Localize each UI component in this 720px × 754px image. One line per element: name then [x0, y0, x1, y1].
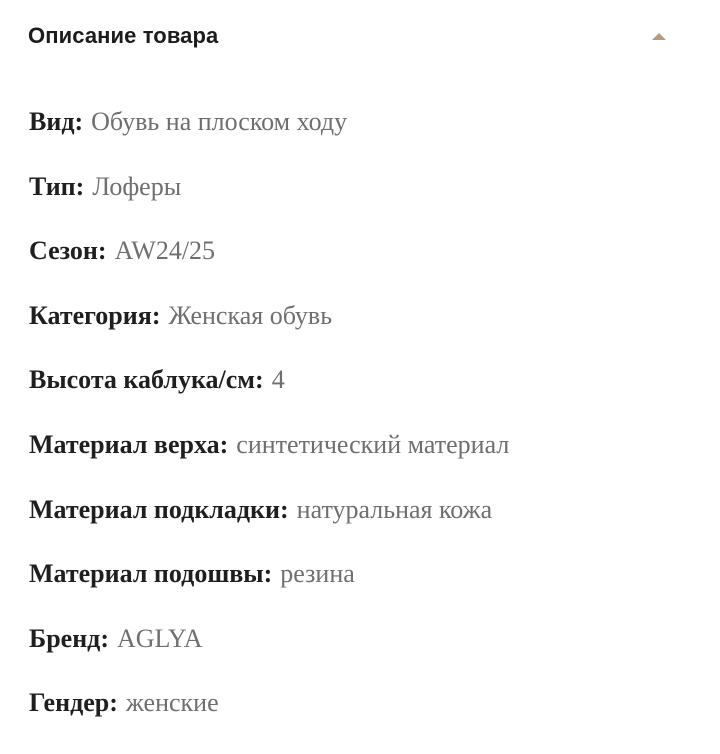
- caret-up-icon[interactable]: [652, 33, 666, 40]
- spec-label: Гендер:: [29, 688, 118, 718]
- spec-row-type: [29, 100, 699, 165]
- spec-label: Сезон:: [29, 236, 107, 266]
- spec-row-upper-material: [29, 423, 699, 488]
- spec-list: [29, 100, 699, 746]
- spec-value: Обувь на плоском ходу: [91, 107, 348, 136]
- spec-row-brand: [29, 617, 699, 682]
- spec-value: AGLYA: [116, 623, 203, 653]
- spec-value: Лоферы: [92, 171, 182, 201]
- spec-row-sole-material: [29, 552, 699, 617]
- spec-row-heel-height: [29, 358, 699, 423]
- spec-row-category: [29, 294, 699, 359]
- spec-label: Материал подкладки:: [29, 494, 289, 524]
- spec-label: Материал подошвы:: [29, 559, 273, 589]
- spec-value: 4: [271, 365, 285, 395]
- spec-label: Категория:: [29, 300, 161, 330]
- spec-row-season: [29, 229, 699, 294]
- spec-row-kind: [29, 165, 699, 230]
- spec-row-gender: [29, 681, 699, 746]
- spec-label: Высота каблука/см:: [29, 365, 264, 395]
- spec-value: Женская обувь: [168, 300, 333, 330]
- spec-value: резина: [280, 559, 355, 589]
- spec-value: синтетический материал: [236, 429, 510, 459]
- spec-label: Материал верха:: [29, 429, 229, 459]
- section-title: Описание товара: [28, 23, 219, 48]
- spec-row-lining-material: [29, 488, 699, 553]
- spec-value: AW24/25: [114, 236, 216, 266]
- spec-value: женские: [125, 688, 219, 718]
- spec-value: натуральная кожа: [296, 494, 493, 524]
- description-accordion-toggle[interactable]: [28, 18, 668, 54]
- spec-label: Бренд:: [29, 623, 109, 653]
- spec-label: Тип:: [29, 171, 85, 201]
- spec-label: Вид:: [29, 107, 84, 136]
